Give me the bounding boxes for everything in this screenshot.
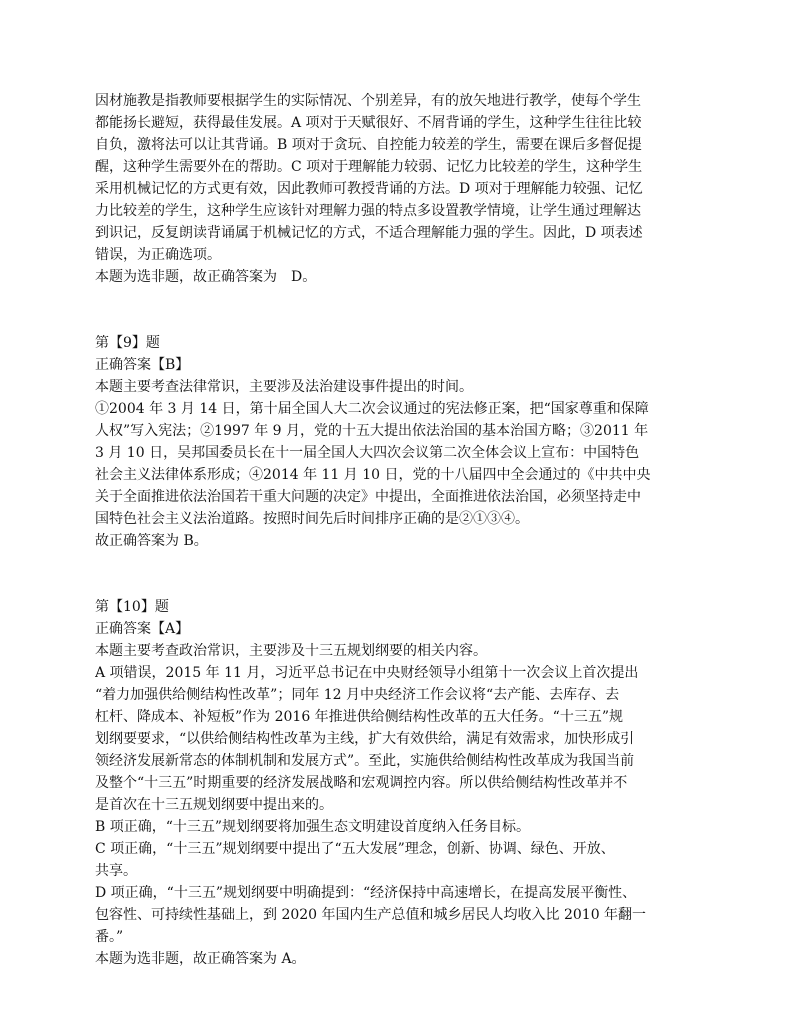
question-9 (95, 332, 707, 552)
answer-conclusion: 本题为选非题，故正确答案为 D。 (95, 269, 317, 285)
text-line: A 项错误，2015 年 11 月，习近平总书记在中央财经领导小组第十一次会议上首次提出 (95, 665, 639, 681)
text-line: C 项正确，“十三五”规划纲要中提出了“五大发展”理念，创新、协调、绿色、开放、 (95, 841, 615, 857)
section-gap (95, 288, 707, 332)
text-line: 领经济发展新常态的体制机制和发展方式”。至此，实施供给侧结构性改革成为我国当前 (95, 753, 635, 769)
section-gap (95, 552, 707, 596)
document-page (95, 90, 707, 970)
text-line: 力比较差的学生，这种学生应该针对理解力强的特点多设置教学情境，让学生通过理解达 (95, 203, 641, 219)
text-line: 包容性、可持续性基础上，到 2020 年国内生产总值和城乡居民人均收入比 2010 年翻一 (95, 907, 647, 923)
text-line: 采用机械记忆的方式更有效，因此教师可教授背诵的方法。D 项对于理解能力较强、记忆 (95, 181, 643, 197)
text-line: 3 月 10 日，吴邦国委员长在十一届全国人大四次会议第二次全体会议上宣布：中国特色 (95, 445, 640, 461)
text-line: 因材施教是指教师要根据学生的实际情况、个别差异，有的放矢地进行教学，使每个学生 (95, 93, 641, 109)
question-heading: 第【9】题 (95, 335, 160, 351)
text-line: 番。” (95, 929, 124, 945)
text-line: 醒，这种学生需要外在的帮助。C 项对于理解能力较弱、记忆力比较差的学生，这种学生 (95, 159, 643, 175)
text-line: 本题主要考查法律常识，主要涉及法治建设事件提出的时间。 (95, 379, 473, 395)
section-8-explanation (95, 90, 707, 288)
text-line: 人权”写入宪法；②1997 年 9 月，党的十五大提出依法治国的基本治国方略；③2011 年 (95, 423, 649, 439)
text-line: 本题主要考查政治常识，主要涉及十三五规划纲要的相关内容。 (95, 643, 487, 659)
text-line: B 项正确，“十三五”规划纲要将加强生态文明建设首度纳入任务目标。 (95, 819, 531, 835)
question-10 (95, 596, 707, 970)
text-line: 到识记，反复朗读背诵属于机械记忆的方式，不适合理解能力强的学生。因此，D 项表述 (95, 225, 643, 241)
text-line: 都能扬长避短，获得最佳发展。A 项对于天赋很好、不屑背诵的学生，这种学生往往比较 (95, 115, 642, 131)
text-line: ①2004 年 3 月 14 日，第十届全国人大二次会议通过的宪法修正案，把“国家尊重和保障 (95, 401, 649, 417)
text-line: D 项正确，“十三五”规划纲要中明确提到：“经济保持中高速增长，在提高发展平衡性、 (95, 885, 637, 901)
question-heading: 第【10】题 (95, 599, 169, 615)
text-line: 社会主义法律体系形成；④2014 年 11 月 10 日，党的十八届四中全会通过的《中共中央 (95, 467, 651, 483)
text-line: 国特色社会主义法治道路。按照时间先后时间排序正确的是②①③④。 (95, 511, 529, 527)
correct-answer-label: 正确答案【B】 (95, 357, 190, 373)
text-line: 是首次在十三五规划纲要中提出来的。 (95, 797, 333, 813)
text-line: 杠杆、降成本、补短板”作为 2016 年推进供给侧结构性改革的五大任务。“十三五”规 (95, 709, 623, 725)
answer-conclusion: 本题为选非题，故正确答案为 A。 (95, 951, 306, 967)
text-line: 关于全面推进依法治国若干重大问题的决定》中提出，全面推进依法治国，必须坚持走中 (95, 489, 641, 505)
text-line: 共享。 (95, 863, 137, 879)
text-line: 错误，为正确选项。 (95, 247, 221, 263)
text-line: 自负，激将法可以让其背诵。B 项对于贪玩、自控能力较差的学生，需要在课后多督促提 (95, 137, 642, 153)
text-line: 划纲要要求，“以供给侧结构性改革为主线，扩大有效供给，满足有效需求，加快形成引 (95, 731, 635, 747)
answer-conclusion: 故正确答案为 B。 (95, 533, 208, 549)
text-line: “着力加强供给侧结构性改革”；同年 12 月中央经济工作会议将“去产能、去库存、去 (95, 687, 620, 703)
correct-answer-label: 正确答案【A】 (95, 621, 190, 637)
text-line: 及整个“十三五”时期重要的经济发展战略和宏观调控内容。所以供给侧结构性改革并不 (95, 775, 628, 791)
